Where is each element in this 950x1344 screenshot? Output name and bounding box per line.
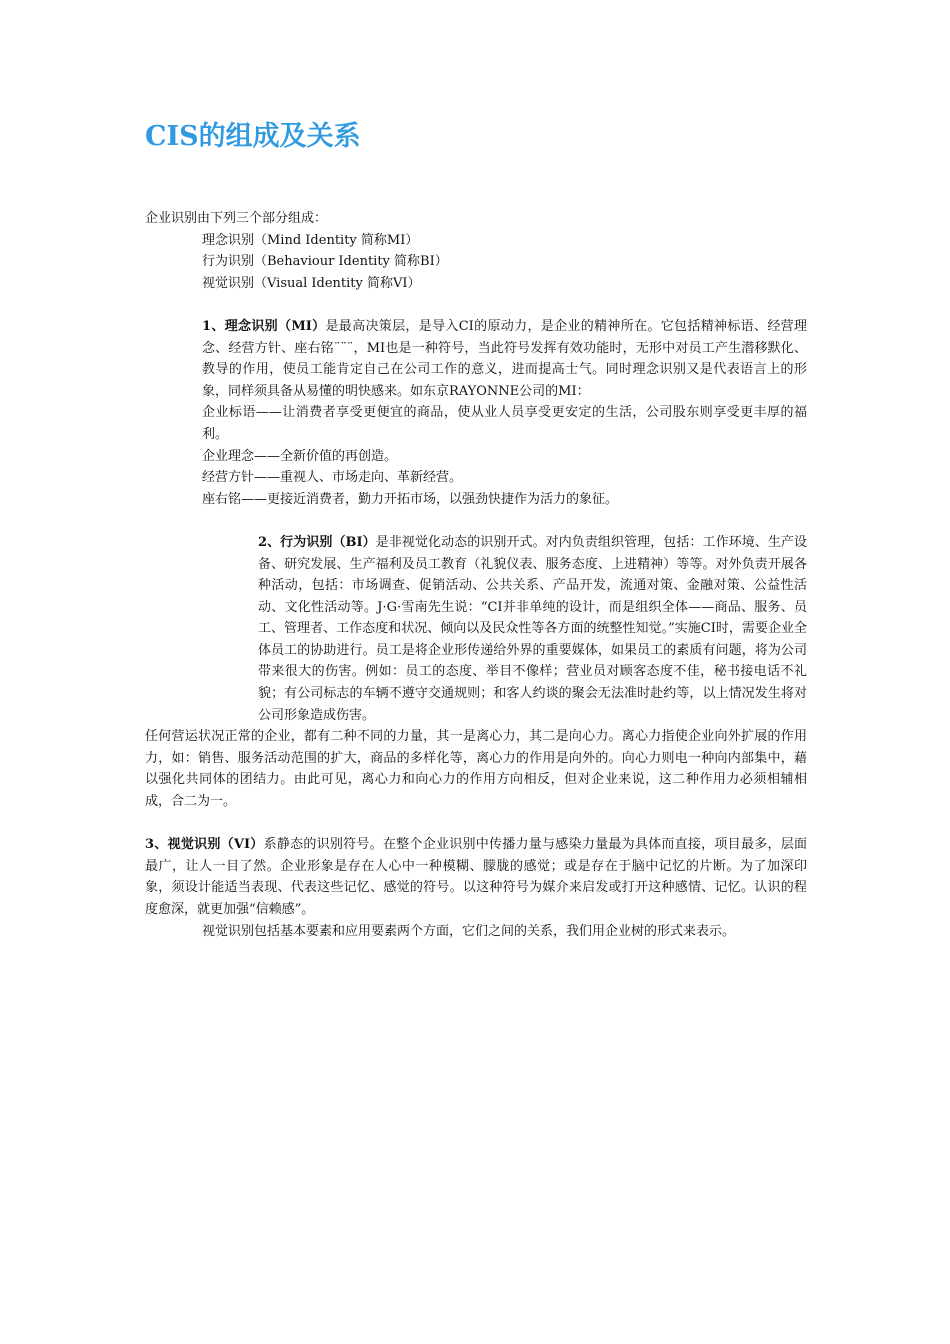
mi-text: 是最高决策层，是导入CI的原动力，是企业的精神所在。它包括精神标语、经营理念、经营方针、座右铭¨¨¨，MI也是一种符号，当此符号发挥有效功能时，无形中对员工产生潜移默化、教导的作用，使员工能肯定自己在公司工作的意义，进而提高士气。同时理念识别又是代表语言上的形象，同样须具备从易懂的明快感来。如东京RAYONNE公司的MI：: [202, 318, 807, 399]
intro-line: 企业识别由下列三个部分组成：: [145, 211, 328, 226]
mi-example-philosophy: 企业理念——全新价值的再创造。: [202, 448, 398, 464]
page-title: CIS的组成及关系: [145, 121, 361, 152]
mi-example-motto: 座右铭——更接近消费者，勤力开拓市场，以强劲快捷作为活力的象征。: [202, 491, 619, 507]
bi-heading: 2、行为识别（BI）: [258, 534, 376, 550]
mi-paragraph: [145, 316, 807, 402]
bi-text: 是非视觉化动态的识别开式。对内负责组织管理，包括：工作环境、生产设备、研究发展、生产福利及员工教育（礼貌仪表、服务态度、上进精神）等等。对外负责开展各种活动，包括：市场调查、促销活动、公共关系、产品开发，流通对策、金融对策、公益性活动、文化性活动等。J·G·雪南先生说：“CI并非单纯的设计，而是组织全体——商品、服务、员工、管理者、工作态度和状况、倾向以及民众性等各方面的统整性知觉。”实施CI时，需要企业全体员工的协助进行。员工是将企业形传递给外界的重要媒体，如果员工的素质有问题，将为公司带来很大的伤害。例如：员工的态度、举目不像样；营业员对顾客态度不佳，秘书接电话不礼貌；有公司标志的车辆不遵守交通规则；和客人约谈的聚会无法准时赴约等，以上情况发生将对公司形象造成伤害。: [258, 534, 807, 723]
spacer: [145, 294, 807, 316]
component-item-vi: 视觉识别（Visual Identity 简称VI）: [202, 275, 421, 291]
spacer: [145, 510, 807, 532]
mi-heading: 1、理念识别（MI）: [202, 318, 326, 334]
component-item-mi: 理念识别（Mind Identity 简称MI）: [202, 232, 419, 248]
component-item-bi: 行为识别（Behaviour Identity 简称BI）: [202, 254, 448, 270]
spacer: [145, 813, 807, 835]
bi-paragraph-2: 任何营运状况正常的企业，都有二种不同的力量，其一是离心力，其二是向心力。离心力指使企业向外扩展的作用力，如：销售、服务活动范围的扩大，商品的多样化等，离心力的作用是向外的。向心力则电一种向内部集中，藉以强化共同体的团结力。由此可见，离心力和向心力的作用方向相反，但对企业来说，这二种作用力必须相辅相成，合二为一。: [145, 729, 807, 810]
vi-paragraph: [145, 834, 807, 920]
mi-example-slogan: 企业标语——让消费者享受更便宜的商品，使从业人员享受更安定的生活，公司股东则享受更丰厚的福利。: [202, 405, 807, 442]
bi-paragraph: [145, 532, 807, 726]
vi-heading: 3、视觉识别（VI）: [145, 837, 264, 853]
vi-text: 系静态的识别符号。在整个企业识别中传播力量与感染力量最为具体而直接，项目最多，层面最广，让人一目了然。企业形象是存在人心中一种模糊、朦胧的感觉；或是存在于脑中记忆的片断。为了加深印象，须设计能适当表现、代表这些记忆、感觉的符号。以这种符号为媒介来启发或打开这种感情、记忆。认识的程度愈深，就更加强“信赖感”。: [145, 837, 807, 917]
vi-paragraph-2: 视觉识别包括基本要素和应用要素两个方面，它们之间的关系，我们用企业树的形式来表示。: [202, 923, 736, 939]
mi-example-policy: 经营方针——重视人、市场走向、革新经营。: [202, 470, 463, 486]
document-body: [145, 208, 807, 942]
